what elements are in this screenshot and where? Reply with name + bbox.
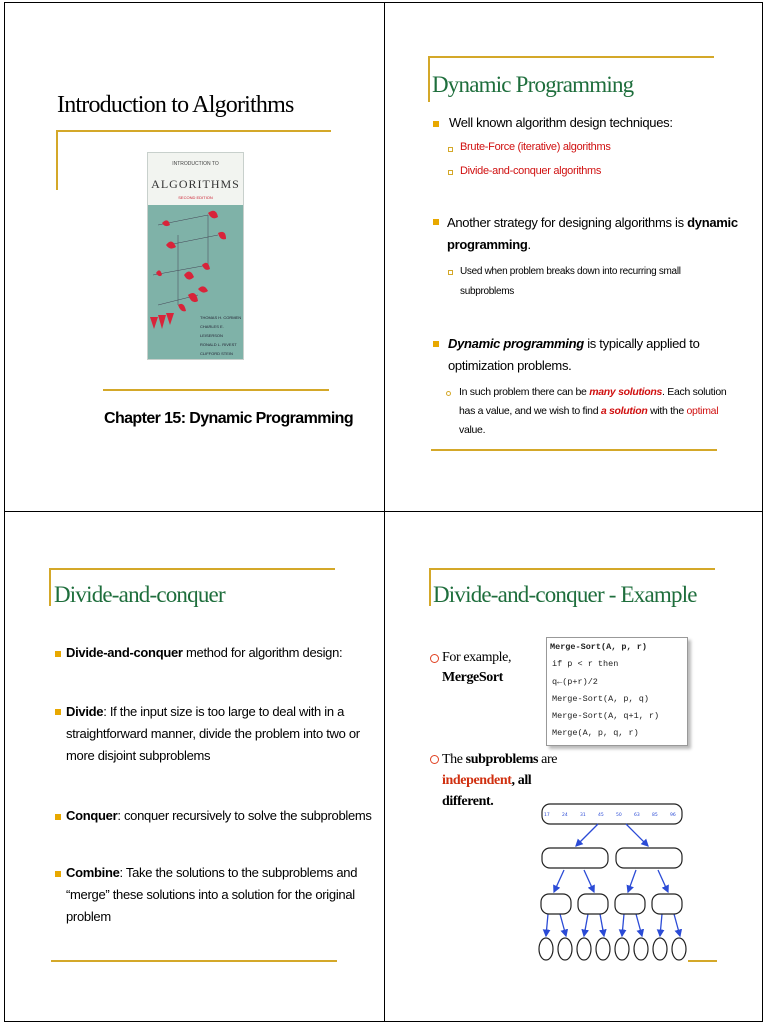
tree-leaf: [615, 938, 629, 960]
tree-node: [615, 894, 645, 914]
tree-node: [616, 848, 682, 868]
slide2-bullet-3: Dynamic programming is typically applied to optimization problems.: [448, 336, 700, 373]
horizontal-divider: [4, 511, 763, 512]
slide3-title-vrule: [49, 568, 51, 606]
slide1-title-vrule: [56, 130, 58, 190]
slide3-bullet-1: Divide-and-conquer method for algorithm design:: [66, 645, 343, 660]
bullet-icon: [55, 871, 61, 877]
slide4-title-vrule: [429, 568, 431, 606]
tree-value: 63: [634, 813, 640, 818]
tree-node: [578, 894, 608, 914]
code-line: if p < r then: [552, 659, 619, 669]
bullet-icon: [430, 755, 439, 764]
vertical-divider: [384, 2, 385, 1022]
tree-leaf: [653, 938, 667, 960]
slide3-bullet-3: Conquer: conquer recursively to solve the subproblems: [66, 808, 372, 823]
book-cover: [147, 152, 244, 360]
tree-value: 50: [616, 813, 622, 818]
slide2-sub-2: Divide-and-conquer algorithms: [460, 165, 602, 177]
code-line: Merge-Sort(A, q+1, r): [552, 711, 660, 721]
slide2-bullet-2: Another strategy for designing algorithms is dynamic programming.: [447, 215, 738, 252]
slide1-title-rule: [57, 130, 331, 132]
book-subtitle: INTRODUCTION TO: [172, 161, 219, 167]
tree-node: [652, 894, 682, 914]
merge-sort-tree: [538, 802, 688, 962]
slide2-sub-3: Used when problem breaks down into recurring small subproblems: [460, 266, 681, 297]
slide1-bottom-rule: [103, 389, 329, 391]
slide2-top-rule: [429, 56, 714, 58]
slide2-sub-1: Brute-Force (iterative) algorithms: [460, 141, 611, 153]
sub-bullet-icon: [448, 170, 453, 175]
book-title: ALGORITHMS: [151, 177, 240, 191]
slide2-title: Dynamic Programming: [432, 72, 634, 97]
sub-bullet-icon: [448, 270, 453, 275]
slide4-bullet-1: For example, MergeSort: [442, 650, 512, 685]
bullet-icon: [433, 219, 439, 225]
slide4-bottom-rule: [688, 960, 717, 962]
bullet-icon: [433, 121, 439, 127]
bullet-icon: [433, 341, 439, 347]
slide2-bottom-rule: [431, 449, 717, 451]
tree-leaf: [539, 938, 553, 960]
bullet-icon: [430, 654, 439, 663]
tree-leaf: [558, 938, 572, 960]
slide1-chapter: Chapter 15: Dynamic Programming: [104, 410, 354, 427]
tree-value: 31: [580, 813, 586, 818]
tree-node: [541, 894, 571, 914]
slide3-top-rule: [50, 568, 335, 570]
bullet-icon: [55, 814, 61, 820]
slide4-top-rule: [430, 568, 715, 570]
tree-value: 17: [544, 813, 550, 818]
book-authors: THOMAS H. CORMEN CHARLES E. LEISERSON RONALD L. RIVEST CLIFFORD STEIN: [200, 315, 242, 356]
code-line: Merge-Sort(A, p, q): [552, 694, 649, 704]
slide2-bullet-1: Well known algorithm design techniques:: [449, 115, 673, 130]
code-line: q←(p+r)/2: [552, 677, 598, 687]
tree-node: [542, 848, 608, 868]
slide3-bottom-rule: [51, 960, 337, 962]
tree-leaf: [577, 938, 591, 960]
slide2-sub-4: In such problem there can be many solutions. Each solution has a value, and we wish to find a solution with the optimal value.: [459, 386, 727, 436]
slide1-title: Introduction to Algorithms: [57, 92, 294, 118]
sub-bullet-icon: [446, 391, 451, 396]
tree-value: 24: [562, 813, 568, 818]
tree-value: 96: [670, 813, 676, 818]
slide3-bullet-2: Divide: If the input size is too large to deal with in a straightforward manner, divide the problem into two or more disjoint subproblems: [66, 704, 360, 763]
book-edition: SECOND EDITION: [178, 195, 213, 200]
slide4-title: Divide-and-conquer - Example: [433, 582, 697, 607]
code-line: Merge-Sort(A, p, r): [550, 642, 647, 652]
slide4-bullet-2: The subproblems are independent, all different.: [442, 752, 558, 809]
tree-leaf: [596, 938, 610, 960]
sub-bullet-icon: [448, 147, 453, 152]
bullet-icon: [55, 651, 61, 657]
tree-leaf: [672, 938, 686, 960]
slide2-title-vrule: [428, 56, 430, 102]
slide3-bullet-4: Combine: Take the solutions to the subproblems and “merge” these solutions into a solution for the original problem: [66, 865, 358, 924]
tree-value: 45: [598, 813, 604, 818]
tree-value: 85: [652, 813, 658, 818]
slide3-title: Divide-and-conquer: [54, 582, 225, 607]
bullet-icon: [55, 709, 61, 715]
code-line: Merge(A, p, q, r): [552, 728, 639, 738]
tree-leaf: [634, 938, 648, 960]
